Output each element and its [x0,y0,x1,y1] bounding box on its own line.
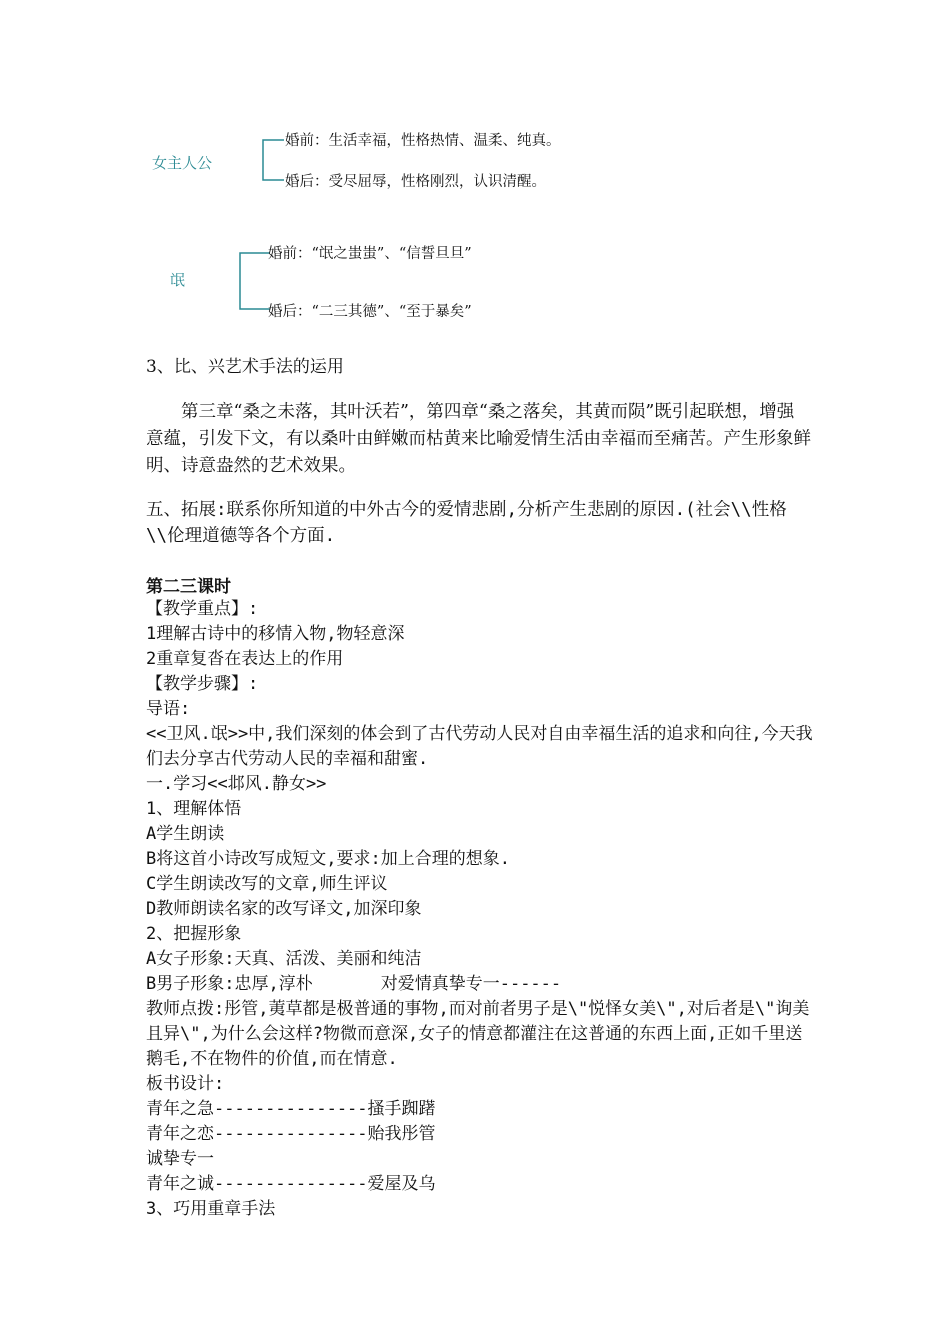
diagram1-before: 婚前：生活幸福，性格热情、温柔、纯真。 [285,133,561,149]
line-image-b-right: 对爱情真挚专一------ [380,974,562,994]
diagram1-bracket [258,138,288,184]
line-board-heading: 板书设计: [146,1074,225,1094]
section3-heading: 3、比、兴艺术手法的运用 [146,357,344,377]
section5-paragraph: 五、拓展:联系你所知道的中外古今的爱情悲剧,分析产生悲剧的原因.(社会\\性格\\伦理道德等各个方面. [146,500,787,546]
diagram1-after: 婚后：受尽屈辱，性格刚烈，认识清醒。 [285,174,546,190]
diagram1-label: 女主人公 [152,154,213,172]
line-understand: 1、理解体悟 [146,799,242,819]
line-board-3: 诚挚专一 [146,1149,214,1169]
line-step-a: A学生朗读 [146,824,225,844]
line-steps-heading: 【教学步骤】: [146,674,259,694]
lesson-title: 第二三课时 [146,577,231,597]
lesson-body [146,597,816,1222]
diagram2-before: 婚前：“氓之蚩蚩”、“信誓旦旦” [268,246,472,262]
line-step-d: D教师朗读名家的改写译文,加深印象 [146,899,422,919]
line-repeat-heading: 3、巧用重章手法 [146,1199,276,1219]
section3-paragraph: 第三章“桑之未落，其叶沃若”，第四章“桑之落矣，其黄而陨”既引起联想，增强意蕴，引发下文，有以桑叶由鲜嫩而枯黄来比喻爱情生活由幸福而至痛苦。产生形象鲜明、诗意盎然的艺术效果。 [146,402,811,476]
line-board-2: 青年之恋---------------贻我彤管 [146,1124,436,1144]
line-study-heading: 一.学习<<邶风.静女>> [146,774,327,794]
line-intro-text: <<卫风.氓>>中,我们深刻的体会到了古代劳动人民对自由幸福生活的追求和向往,今天我们去分享古代劳动人民的幸福和甜蜜. [146,724,813,769]
line-key-points-heading: 【教学重点】: [146,599,259,619]
line-key-point-1: 1理解古诗中的移情入物,物轻意深 [146,624,405,644]
line-teacher-note: 教师点拨:彤管,荑草都是极普通的事物,而对前者男子是\"悦怿女美\",对后者是\"询美且异\",为什么会这样?物微而意深,女子的情意都灌注在这普通的东西上面,正如千里送鹅毛,不在物件的价值,而在情意. [146,999,810,1069]
line-board-1: 青年之急---------------搔手踟躇 [146,1099,436,1119]
line-step-b: B将这首小诗改写成短文,要求:加上合理的想象. [146,849,510,869]
line-key-point-2: 2重章复沓在表达上的作用 [146,649,344,669]
diagram2-after: 婚后：“二三其德”、“至于暴矣” [268,304,472,320]
line-intro-heading: 导语: [146,699,191,719]
diagram2-label: 氓 [170,271,186,289]
line-image-heading: 2、把握形象 [146,924,242,944]
line-image-b [146,972,816,997]
line-board-4: 青年之诚---------------爱屋及乌 [146,1174,436,1194]
line-image-b-left: B男子形象:忠厚,淳朴 [146,974,313,994]
line-step-c: C学生朗读改写的文章,师生评议 [146,874,388,894]
line-image-a: A女子形象:天真、活泼、美丽和纯洁 [146,949,422,969]
